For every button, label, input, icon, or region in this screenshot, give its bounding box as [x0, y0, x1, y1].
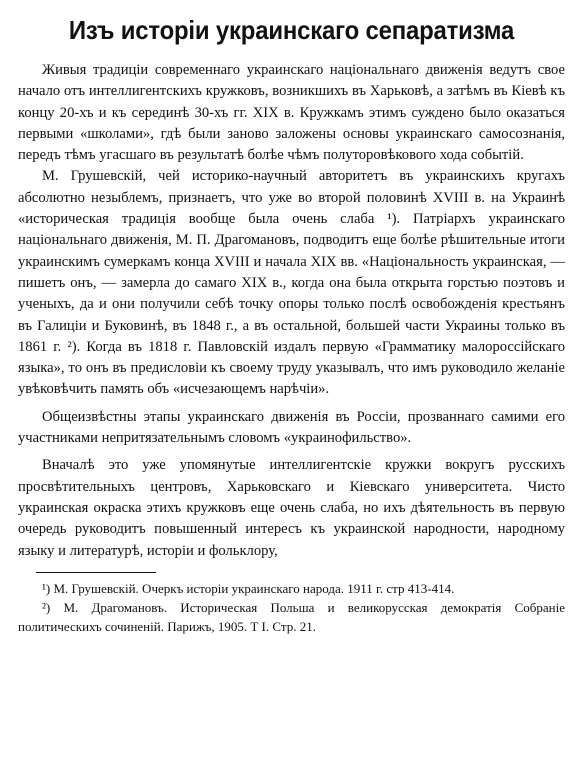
paragraph-2: М. Грушевскій, чей историко-научный авторитетъ въ украинскихъ кругахъ абсолютно незыблемъ, признаетъ, что уже во второй половинѣ XVIII в. на Украинѣ «историческая традиція вообще была очень слаба ¹). Патріархъ украинскаго національнаго движенія, М. П. Драгомановъ, подводитъ еще болѣе рѣшительные итоги украинскимъ сумеркамъ конца XVIII и начала XIX вв. «Національность украинская, — пишетъ онъ, — замерла до самаго XIX в., когда она была открыта горстью поэтовъ и ученыхъ, да и они получили себѣ точку опоры только послѣ освобожденія крестьянъ въ Галиціи и Буковинѣ, въ 1848 г., а въ остальной, большей части Украины только въ 1861 г. ²). Когда въ 1818 г. Павловскій издалъ первую «Грамматику малороссійскаго языка», то онъ въ предисловіи къ своему труду указывалъ, что имъ руководило желаніе увѣковѣчить память объ «исчезающемъ нарѣчіи».: [18, 168, 565, 398]
footnote-2: ²) М. Драгомановъ. Историческая Польша и великорусская демократія Собраніе политическихъ сочиненій. Парижъ, 1905. Т I. Стр. 21.: [18, 599, 565, 634]
footnote-divider: [36, 572, 156, 573]
paragraph-3: Общеизвѣстны этапы украинскаго движенія въ Россіи, прозваннаго самими его участниками непритязательнымъ словомъ «украинофильство».: [18, 408, 565, 447]
footnote-1: ¹) М. Грушевскій. Очеркъ исторіи украинскаго народа. 1911 г. стр 413-414.: [42, 580, 455, 596]
paragraph-1: Живыя традиціи современнаго украинскаго національнаго движенія ведутъ свое начало отъ интеллигентскихъ кружковъ, возникшихъ въ Харьковѣ, а затѣмъ въ Кіевѣ къ концу 20-хъ и къ серединѣ 30-хъ гг. XIX в. Кружкамъ этимъ суждено было оказаться первыми «школами», гдѣ были заново заложены основы украинскаго самосознанія, передъ тѣмъ угасшаго въ результатѣ болѣе чѣмъ полуторовѣкового хода событій.: [18, 62, 565, 164]
paragraph-4: Вначалѣ это уже упомянутые интеллигентскіе кружки вокругъ русскихъ просвѣтительныхъ центровъ, Харьковскаго и Кіевскаго университета. Чисто украинская окраска этихъ кружковъ еще очень слаба, но ихъ дѣятельность въ первую очередь руководитъ повышенный интересъ къ украинской народности, народному языку и литературѣ, исторіи и фольклору,: [18, 457, 565, 559]
article-title: Изъ исторіи украинскаго сепаратизма: [68, 15, 515, 45]
